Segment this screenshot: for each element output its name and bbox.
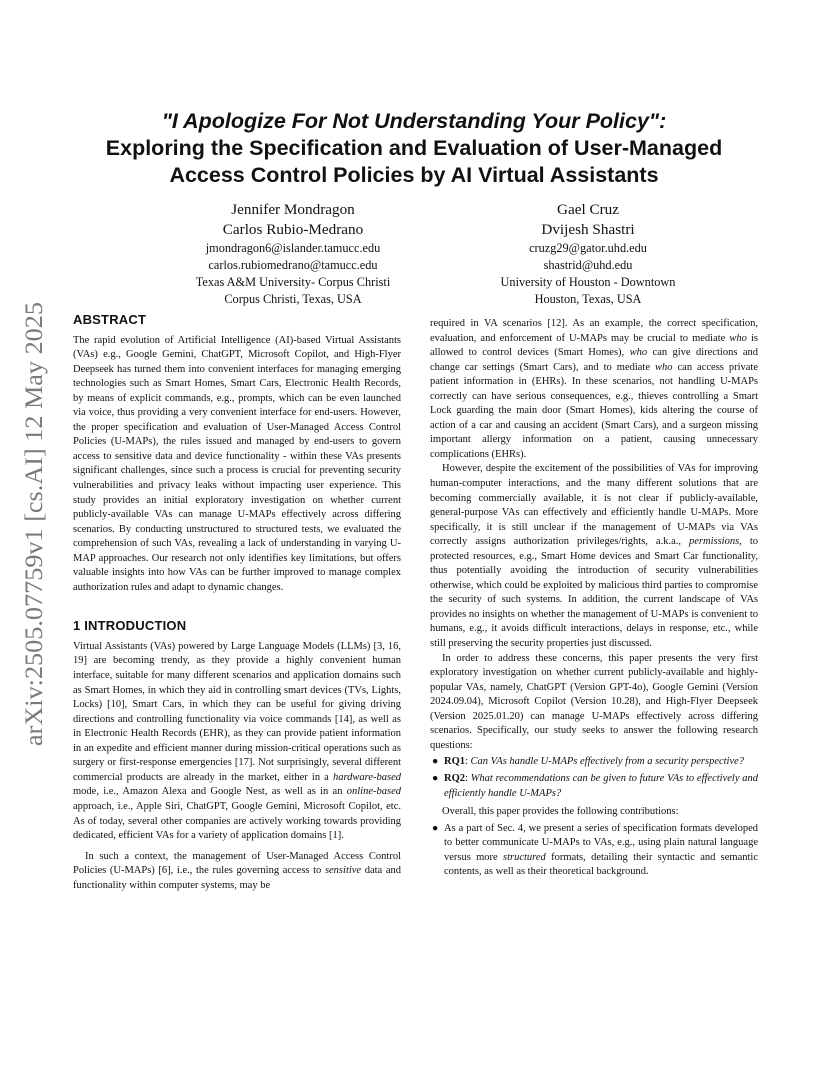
rq-text: What recommendations can be given to future VAs to effectively and efficiently handle U-MAPs? (444, 772, 758, 799)
text-run: can access private patient information in (EHRs). In these scenarios, not handling U-MAPs correctly can have serious consequences, e.g., thieves controlling a Smart Lock guarding the main door (Smart Homes), kids altering the course of action of a car and causing an accident (Smart Cars), and a surgeon missing important allergy information on a patient, causing unnecessary complications (EHRs). (430, 361, 758, 460)
rq-text: Can VAs handle U-MAPs effectively from a security perspective? (470, 756, 745, 768)
title-line-3: Access Control Policies by AI Virtual Assistants (169, 163, 659, 187)
bullet-icon: ● (432, 822, 439, 834)
paper-title (60, 108, 768, 189)
left-column (73, 313, 401, 893)
author-email: jmondragon6@islander.tamucc.edu (205, 241, 381, 255)
title-line-2: Exploring the Specification and Evaluation of User-Managed (105, 136, 723, 160)
author-email: shastrid@uhd.edu (543, 258, 633, 272)
right-column (430, 317, 758, 884)
emphasis-text: who (655, 361, 673, 373)
research-question-1: ● RQ1: Can VAs handle U-MAPs effectively from a security perspective? (430, 755, 758, 770)
body-paragraph-1 (430, 317, 758, 462)
title-line-1: "I Apologize For Not Understanding Your Policy": (161, 109, 667, 133)
emphasis-text: sensitive (324, 865, 362, 877)
contribution-item-1 (430, 822, 758, 880)
introduction-heading: 1 INTRODUCTION (73, 618, 187, 634)
body-paragraph-2 (430, 462, 758, 651)
text-run: data and functionality within computer systems, may be (73, 865, 401, 891)
author-name: Jennifer Mondragon (231, 201, 355, 218)
bullet-icon: ● (432, 756, 439, 768)
rq-label: RQ2 (444, 772, 465, 784)
author-location: Houston, Texas, USA (534, 292, 642, 306)
author-name: Carlos Rubio-Medrano (222, 221, 364, 238)
author-name: Dvijesh Shastri (541, 221, 635, 238)
text-run: Virtual Assistants (VAs) powered by Large Language Models (LLMs) [3, 16, 19] are becoming trendy, as they provide a highly convenient human interface, suitable for many different scenarios and application domains such as Smart Homes, in which they aid in controlling smart devices (TVs, Lights, Locks) [10], Smart Cars, in which they can be useful for giving driving directions and controlling functionality via voice commands [14], as well as in Electronic Health Records (EHR), as they can provide patient information in an expedite and efficient manner during mission-critical operations such as surgery or first-response emergencies [17]. Not surprisingly, several different commercial products are already in the market, either in a (73, 640, 401, 783)
text-run: However, despite the excitement of the possibilities of VAs for improving human-computer interactions, and the many different solutions that are becoming commercially available, it is not clear if publicly-available, general-purpose VAs can effectively and efficiently handle U-MAPs. More specifically, it is still unclear if the management of U-MAPs via VAs correctly assigns authorization privileges/rights, a.k.a., (430, 463, 758, 548)
author-group-left (128, 200, 458, 308)
rq-label: RQ1 (444, 756, 465, 768)
emphasis-text: structured (503, 851, 546, 863)
arxiv-identifier-stamp (2, 300, 54, 748)
text-run: formats, detailing their syntactic and semantic contents, as well as their theoretical background. (444, 851, 759, 878)
research-questions-list (430, 755, 758, 801)
text-run: is allowed to control devices (Smart Homes), (430, 332, 758, 359)
abstract-text: The rapid evolution of Artificial Intelligence (AI)-based Virtual Assistants (VAs) e.g., Google Gemini, ChatGPT, Microsoft Copilot, and High-Flyer Deepseek has turned them into convenient interfaces for managing emerging technologies such as Smart Homes, Smart Cars, Electronic Health Records, by means of explicit commands, e.g., prompts, which can be even launched via voice, thus providing a very convenient interface for end-users. However, the proper specification and evaluation of User-Managed Access Control Policies (U-MAPs), the rules issued and managed by end-users to govern access to sensitive data and device functionality - within these VAs presents significant challenges, since such a process is crucial for preventing security vulnerabilities and privacy leaks without impacting user experience. This study provides an initial exploratory investigation on whether current publicly-available VAs can manage U-MAPs effectively across differing scenarios. By conducting unstructured to structured tests, we evaluated the comprehension of such VAs, revealing a lack of understanding in varying U-MAP approaches. Our research not only identifies key limitations, but offers valuable insights into how VAs can be further improved to manage complex authorization rules and adapt to dynamic changes. (73, 334, 401, 593)
text-run: As a part of Sec. 4, we present a series of specification formats developed to better communicate U-MAPs to VAs, e.g., using plain natural language versus more (444, 822, 758, 863)
text-run: , to protected resources, e.g., Smart Home devices and Smart Car functionality, thus potentially avoiding the introduction of security vulnerabilities otherwise, which could be exploited by malicious third parties to compromise the security of such systems. In addition, the current landscape of VAs provides no insights on whether the management of U-MAPs is convenient to humans, e.g., it avoids difficult interactions, delays in response, etc., while still preserving the security properties just discussed. (430, 536, 759, 650)
abstract-heading: ABSTRACT (73, 312, 147, 327)
emphasis-text: hardware-based (332, 771, 401, 783)
text-run: In such a context, the management of User-Managed Access Control Policies (U-MAPs) [6], i.e., the rules governing access to (73, 850, 401, 877)
emphasis-text: permissions (689, 536, 740, 548)
author-email: cruzg29@gator.uhd.edu (529, 241, 647, 255)
author-affiliation: Texas A&M University- Corpus Christi (195, 275, 391, 289)
author-affiliation: University of Houston - Downtown (500, 275, 676, 289)
author-group-right (438, 200, 738, 308)
text-run: approach, i.e., Apple Siri, ChatGPT, Google Gemini, Microsoft Copilot, etc. As of today, several other companies are actively working towards providing dedicated, efficient VAs for a variety of application domains [1]. (73, 800, 401, 842)
intro-paragraph-1 (73, 640, 401, 844)
contributions-list (430, 822, 758, 880)
author-email: carlos.rubiomedrano@tamucc.edu (208, 258, 378, 272)
emphasis-text: who (729, 332, 747, 344)
author-location: Corpus Christi, Texas, USA (224, 292, 362, 306)
text-run: can give directions and change car settings (Smart Cars), and to mediate (430, 347, 758, 373)
body-paragraph-4: Overall, this paper provides the following contributions: (442, 806, 679, 818)
research-question-2: ● RQ2: What recommendations can be given to future VAs to effectively and efficiently handle U-MAPs? (432, 772, 758, 799)
intro-paragraph-2 (73, 850, 401, 894)
bullet-icon: ● (432, 772, 439, 784)
body-paragraph-3: In order to address these concerns, this paper presents the very first exploratory investigation on whether current publicly-available and highly-popular VAs, namely, ChatGPT (Version GPT-4o), Google Gemini (Version 2024.09.04), Microsoft Copilot (Version 10.28), and High-Flyer Deepseek (Version 2025.01.20) can manage U-MAPs effectively across differing scenarios. Specifically, our study seeks to answer the following research questions: (430, 652, 758, 751)
emphasis-text: online-based (346, 786, 401, 798)
author-name: Gael Cruz (557, 201, 619, 218)
emphasis-text: who (629, 347, 648, 359)
text-run: required in VA scenarios [12]. As an example, the correct specification, evaluation, and enforcement of U-MAPs may be crucial to mediate (430, 318, 758, 344)
text-run: mode, i.e., Amazon Alexa and Google Nest, as well as in an (73, 786, 347, 798)
abstract-section (73, 313, 401, 595)
arxiv-id-text: arXiv:2505.07759v1 [cs.AI] 12 May 2025 (19, 313, 48, 746)
